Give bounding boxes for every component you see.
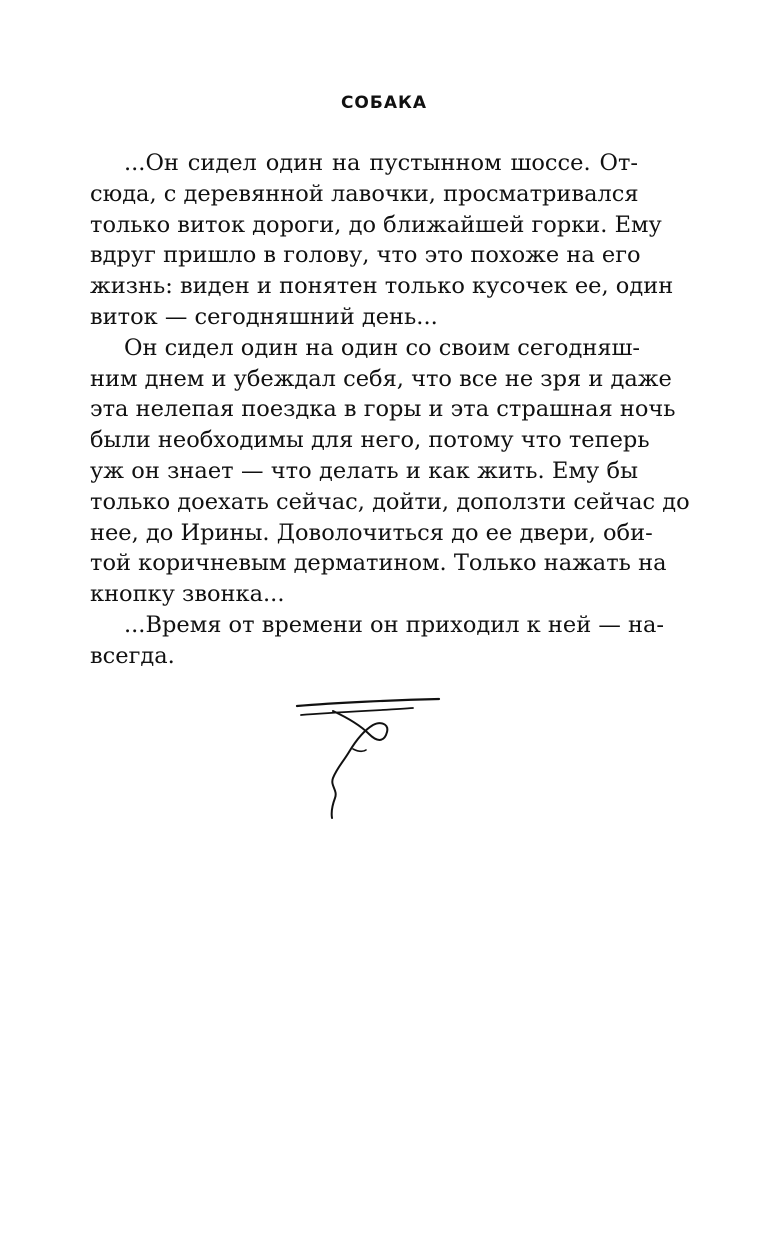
text-line: ...Он сидел один на пустынном шоссе. От- bbox=[124, 150, 638, 176]
text-line: вдруг пришло в голову, что это похоже на его bbox=[90, 242, 641, 269]
running-title: СОБАКА bbox=[340, 93, 428, 113]
text-line: той коричневым дерматином. Только нажать на bbox=[90, 550, 667, 577]
text-line: только доехать сейчас, дойти, доползти сейчас до bbox=[90, 488, 690, 515]
text-line: ним днем и убеждал себя, что все не зря и даже bbox=[90, 365, 672, 392]
text-line: эта нелепая поездка в горы и эта страшная ночь bbox=[90, 396, 676, 423]
text-line: ...Время от времени он приходил к ней — на- bbox=[124, 611, 665, 638]
text-line: нее, до Ирины. Доволочиться до ее двери, оби- bbox=[90, 519, 653, 546]
story-text bbox=[90, 148, 690, 672]
text-line: кнопку звонка... bbox=[90, 581, 285, 608]
text-line: уж он знает — что делать и как жить. Ему бы bbox=[90, 457, 638, 484]
text-line: всегда. bbox=[90, 642, 175, 669]
text-line: Он сидел один на один со своим сегодняш- bbox=[124, 334, 641, 361]
text-line: только виток дороги, до ближайшей горки. Ему bbox=[90, 211, 662, 238]
text-line: сюда, с деревянной лавочки, просматривался bbox=[90, 180, 639, 207]
text-line: жизнь: виден и понятен только кусочек ее, один bbox=[90, 273, 674, 300]
swash-flourish-icon bbox=[293, 694, 443, 824]
text-line: виток — сегодняшний день... bbox=[90, 303, 438, 330]
text-line: были необходимы для него, потому что теперь bbox=[90, 427, 650, 454]
